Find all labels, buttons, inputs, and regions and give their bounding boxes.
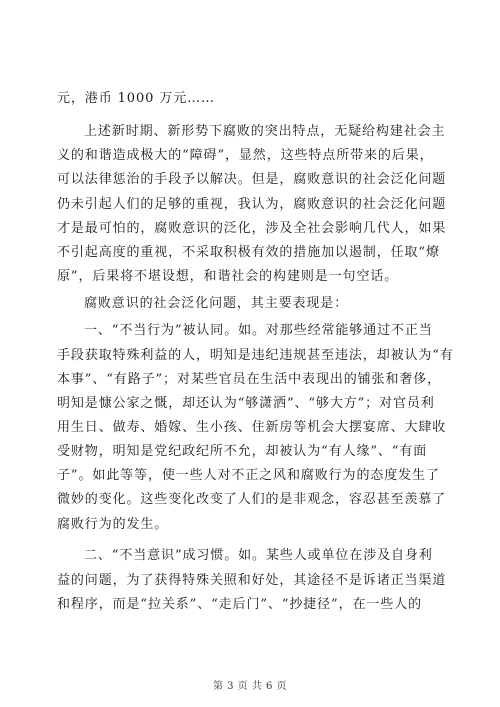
text-line: 义的和谐造成极大的“障碍”，显然，这些特点所带来的后果， <box>57 148 434 163</box>
text-line: 益的问题，为了获得特殊关照和好处，其途径不是诉诸正当渠道 <box>57 573 447 588</box>
text-line: 可以法律惩治的手段予以解决。但是，腐败意识的社会泛化问题 <box>57 172 447 187</box>
text-line: 和程序，而是“拉关系”、“走后门”、“抄捷径”，在一些人的 <box>57 597 422 612</box>
text-line: 一、“不当行为”被认同。如。对那些经常能够通过不正当 <box>84 323 433 338</box>
text-line: 二、“不当意识”成习惯。如。某些人或单位在涉及自身利 <box>84 548 433 563</box>
text-line: 明知是慷公家之慨，却还认为“够潇洒”、“够大方”；对官员利 <box>57 396 435 411</box>
text-line: 仍未引起人们的足够的重视，我认为，腐败意识的社会泛化问题 <box>57 197 447 212</box>
text-line: 用生日、做寿、婚嫁、生小孩、住新房等机会大摆宴席、大肆收 <box>57 420 447 435</box>
text-line: 手段获取特殊利益的人，明知是违纪违规甚至违法，却被认为“有 <box>57 348 454 363</box>
text-line: 子”。如此等等，使一些人对不正之风和腐败行为的态度发生了 <box>57 468 440 483</box>
text-line: 微妙的变化。这些变化改变了人们的是非观念，容忍甚至羡慕了 <box>57 492 447 507</box>
text-line: 上述新时期、新形势下腐败的突出特点，无疑给构建社会主 <box>84 124 446 139</box>
text-line: 原”，后果将不堪设想，和谐社会的构建则是一句空话。 <box>57 269 399 284</box>
text-line: 本事”、“有路子”；对某些官员在生活中表现出的铺张和奢侈， <box>57 372 442 387</box>
text-line: 腐败意识的社会泛化问题，其主要表现是： <box>84 296 349 311</box>
page-footer: 第 3 页 共 6 页 <box>212 681 288 692</box>
text-line: 不引起高度的重视，不采取积极有效的措施加以遏制，任取“燎 <box>57 245 440 260</box>
text-line: 才是最可怕的，腐败意识的泛化，涉及全社会影响几代人，如果 <box>57 221 447 236</box>
text-line: 元，港币 1000 万元…… <box>57 91 215 106</box>
text-line: 腐败行为的发生。 <box>57 517 169 532</box>
text-line: 受财物，明知是党纪政纪所不允，却被认为“有人缘”、“有面 <box>57 444 428 459</box>
